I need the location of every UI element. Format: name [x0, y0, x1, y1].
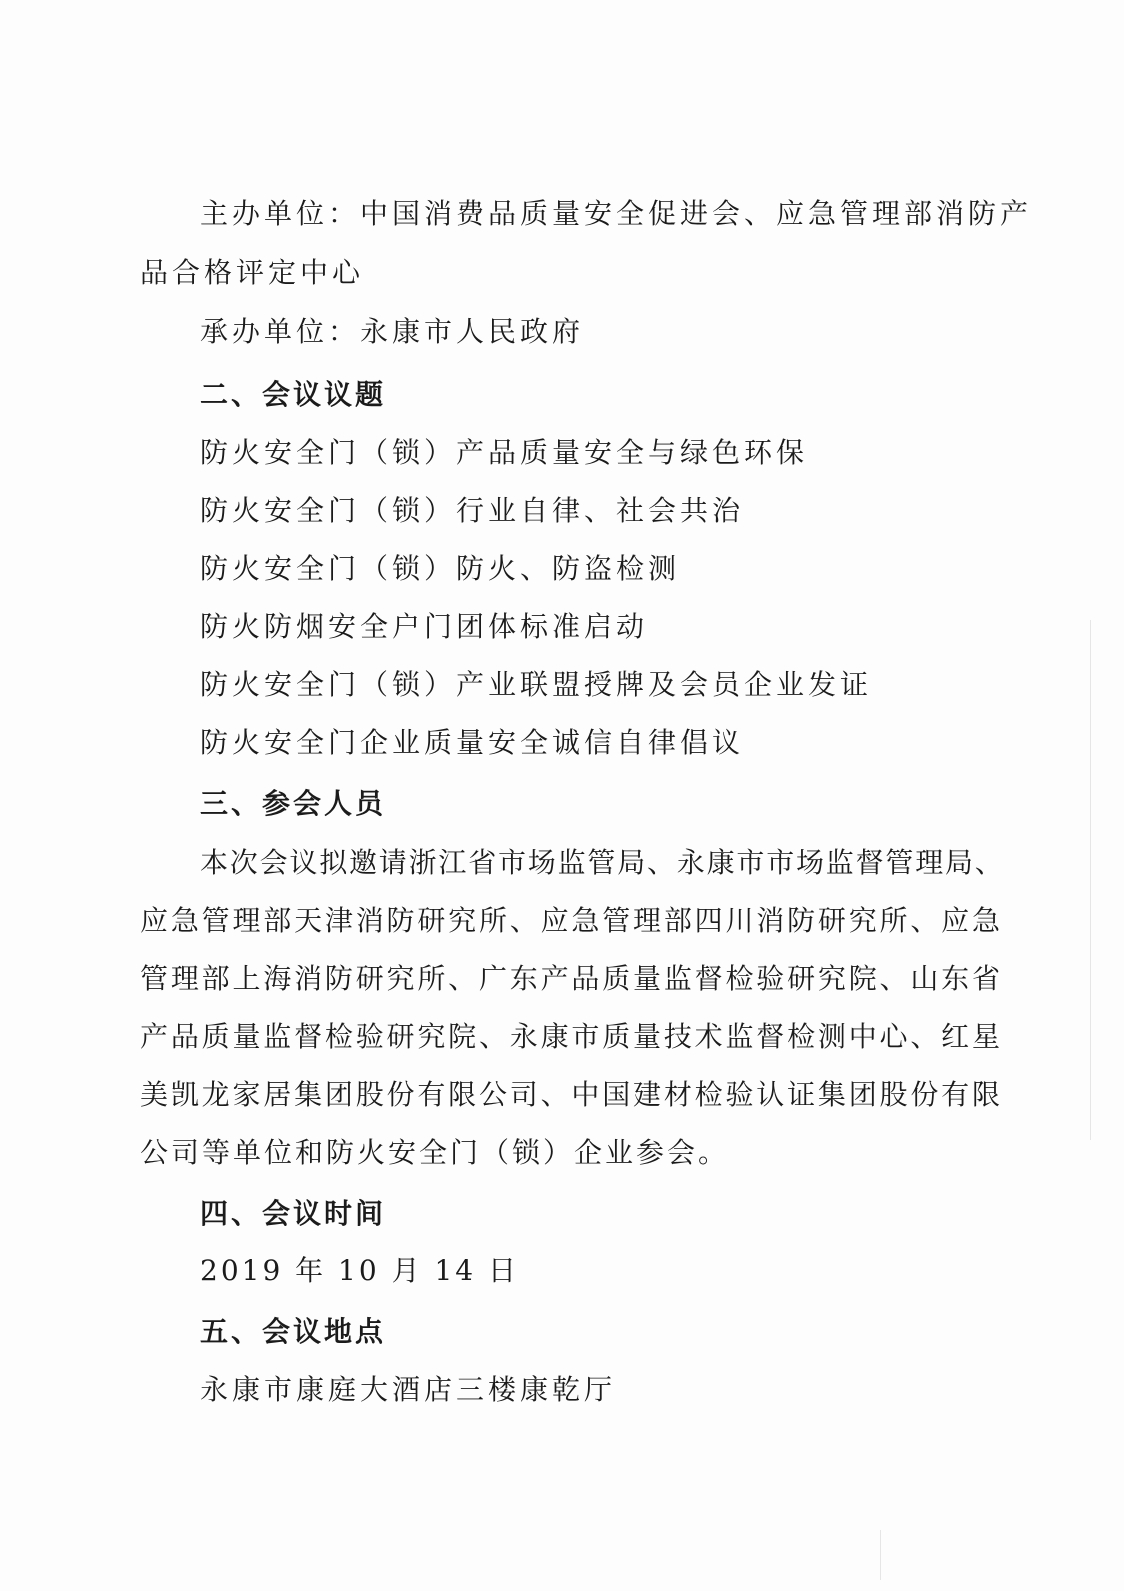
time-heading: 四、会议时间: [200, 1197, 387, 1230]
participants-paragraph-line: 本次会议拟邀请浙江省市场监管局、永康市市场监督管理局、: [200, 846, 1005, 879]
host-organizer-continuation: 品合格评定中心: [140, 256, 365, 289]
host-organizer-line: [200, 196, 1032, 232]
topic-item: 防火安全门（锁）产品质量安全与绿色环保: [200, 436, 809, 469]
co-organizer-line: [200, 314, 584, 350]
meeting-venue: 永康市康庭大酒店三楼康乾厅: [200, 1373, 617, 1406]
scan-edge-mark: [1090, 620, 1091, 1140]
topic-item: 防火防烟安全户门团体标准启动: [200, 610, 649, 643]
scan-edge-mark: [880, 1530, 881, 1580]
participants-paragraph-line: 产品质量监督检验研究院、永康市质量技术监督检测中心、红星: [140, 1020, 1000, 1053]
participants-paragraph-line: 应急管理部天津消防研究所、应急管理部四川消防研究所、应急: [140, 904, 1000, 937]
host-organizer-value: 中国消费品质量安全促进会、应急管理部消防产: [360, 197, 1033, 230]
topics-heading: 二、会议议题: [200, 378, 387, 411]
participants-paragraph-line: 管理部上海消防研究所、广东产品质量监督检验研究院、山东省: [140, 962, 1000, 995]
co-organizer-label: 承办单位：: [200, 315, 361, 348]
participants-heading: 三、参会人员: [200, 787, 387, 820]
participants-paragraph-line: 公司等单位和防火安全门（锁）企业参会。: [140, 1136, 730, 1169]
topic-item: 防火安全门（锁）防火、防盗检测: [200, 552, 681, 585]
topic-item: 防火安全门（锁）行业自律、社会共治: [200, 494, 745, 527]
venue-heading: 五、会议地点: [200, 1315, 387, 1348]
participants-paragraph-line: 美凯龙家居集团股份有限公司、中国建材检验认证集团股份有限: [140, 1078, 1000, 1111]
host-organizer-label: 主办单位：: [200, 197, 361, 230]
topic-item: 防火安全门（锁）产业联盟授牌及会员企业发证: [200, 668, 873, 701]
topic-item: 防火安全门企业质量安全诚信自律倡议: [200, 726, 745, 759]
co-organizer-value: 永康市人民政府: [360, 315, 585, 348]
meeting-date: 2019 年 10 月 14 日: [200, 1254, 520, 1287]
